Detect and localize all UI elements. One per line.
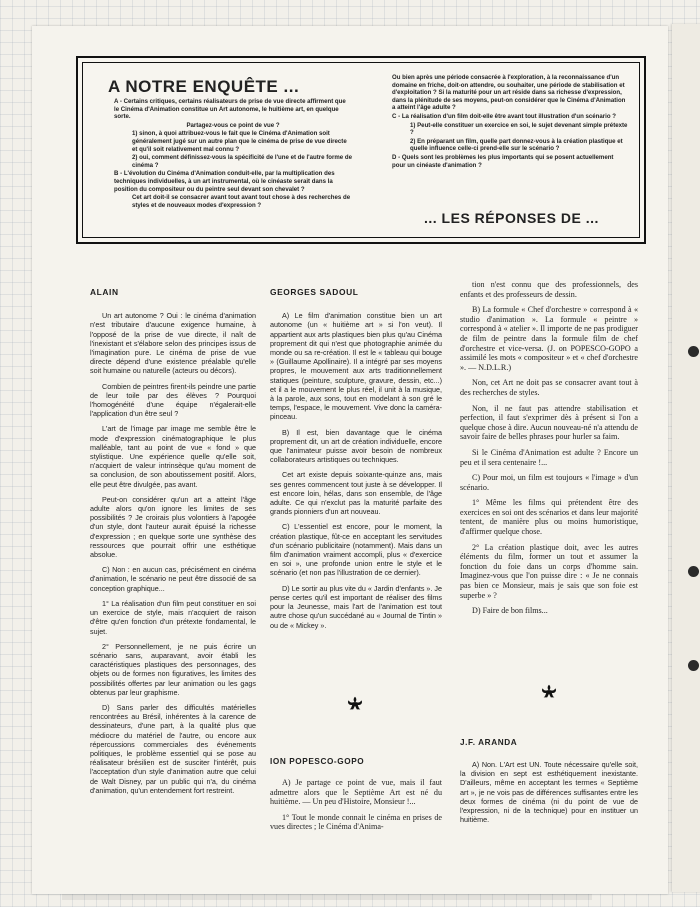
article-paragraph: B) La formule « Chef d'orchestre » correspond à « studio d'animation ». La formule « peintre » correspond à « atelier ». Il importe de ne pas prodiguer de film de peintre dans la formule film de chef d'orchestre et vice-versa. (J. on POPESCO-GOPO a assimilé les mots « compositeur » et « chef d'orchestre ». — N.D.L.R.) <box>460 305 638 372</box>
responses-title: ... LES RÉPONSES DE ... <box>424 210 599 226</box>
punch-hole <box>688 566 699 577</box>
fleur-de-lis-icon <box>346 695 364 713</box>
author-heading-alain: ALAIN <box>90 287 119 297</box>
article-paragraph: tion n'est connu que des professionnels, des enfants et des professeurs de dessin. <box>460 280 638 299</box>
column-popesco <box>270 778 442 838</box>
article-paragraph: C) Pour moi, un film est toujours « l'image » d'un scénario. <box>460 473 638 492</box>
punch-hole <box>688 660 699 671</box>
article-paragraph: D) Faire de bon films... <box>472 606 548 616</box>
article-paragraph: A) Je partage ce point de vue, mais il faut admettre alors que le Septième Art est né du huitième. — Un peu d'Histoire, Monsieur !... <box>270 778 442 807</box>
survey-title: A NOTRE ENQUÊTE ... <box>108 77 300 96</box>
article-paragraph: B) Il est, bien davantage que le cinéma proprement dit, un art de création individuelle, encore que l'animateur puisse avoir besoin de nombreux collaborateurs artistiques ou techniques. <box>270 427 442 465</box>
article-paragraph: Si le Cinéma d'Animation est adulte ? Encore un peu et il sera centenaire !... <box>460 447 638 467</box>
survey-question: A - Certains critiques, certains réalisateurs de prise de vue directe affirment que le Cinéma d'Animation constitue un Art autonome, le huitième art, en quelque sorte. <box>114 98 346 121</box>
survey-question: 2) En préparant un film, quelle part donnez-vous à la création plastique et quelle influence celle-ci prend-elle sur le scénario ? <box>410 137 623 153</box>
survey-question: 1) sinon, à quoi attribuez-vous le fait que le Cinéma d'Animation soit généralement jugé sur un autre plan que le cinéma de prise de vue directe et qu'il soit relativement mal connu ? <box>132 130 347 153</box>
column-alain <box>90 288 256 801</box>
page-shadow <box>62 894 592 900</box>
survey-question: D - Quels sont les problèmes les plus importants qui se posent actuellement pour un cinéaste d'animation ? <box>392 153 614 169</box>
article-paragraph: L'art de l'image par image me semble être le mode d'expression cinématographique le plus malléable, tant au point de vue « fond » que stylistique. Une expérience quelle qu'elle soit, n'acquiert de valeur intrinsèque qu'au moment de sa conclusion, de son aboutissement positif. Alors, elle peut être divulgée, pas avant. <box>90 424 256 489</box>
article-paragraph: D) Le sortir au plus vite du « Jardin d'enfants ». Je pense certes qu'il est important de réaliser des films pour la Jeunesse, mais l'art de l'animation est tout autre chose qu'un succédané au « Journal de Tintin » ou de « Mickey ». <box>270 583 442 630</box>
author-heading-popesco: ION POPESCO-GOPO <box>270 757 365 766</box>
survey-question: Ou bien après une période consacrée à l'exploration, à la reconnaissance d'un domaine en friche, doit-on attendre, ou souhaiter, une période de stabilisation et d'exploitation ? Si la maturité pour un art réside dans sa richesse d'expression, dans la plénitude de ses moyens, peut-on considérer que le Cinéma d'Animation a atteint l'âge adulte ? <box>392 74 626 112</box>
survey-question: Partagez-vous ce point de vue ? <box>186 121 280 129</box>
article-paragraph: 2° Personnellement, je ne puis écrire un scénario sans, auparavant, avoir établi les caractéristiques plastiques des personnages, des objets ou de formes non figuratives, les limites des possibilités offertes par leur animation ou les gags obtenus par leur graphisme. <box>90 641 256 697</box>
survey-question: C - La réalisation d'un film doit-elle être avant tout illustration d'un scénario ? <box>392 112 616 120</box>
survey-questions-right <box>392 74 628 170</box>
next-page-edge <box>672 24 700 892</box>
article-paragraph: C) Non : en aucun cas, précisément en cinéma d'animation, le scénario ne peut être dissocié de sa conception graphique... <box>90 565 256 593</box>
article-paragraph: A) Le film d'animation constitue bien un art autonome (un « huitième art » si l'on veut). Il appartient aux arts plastiques bien plus qu'au Cinéma proprement dit qui n'est que photographie animée du monde ou sa re-création. Il est le « tableau qui bouge » (Guillaume Apollinaire). Il a intégré par ses moyens propres, le mouvement aux arts traditionnellement statiques (peinture, sculpture, gravure, dessin, etc...) et il a le mouvement le plus réel, il unit à la musique, à la parole, aux sons, tout en modelant à son gré le temps, l'espace, le mouvement. Vive donc la caméra-pinceau. <box>270 311 442 422</box>
article-paragraph: Un art autonome ? Oui : le cinéma d'animation n'est tributaire d'aucune exigence humaine, à l'opposé de la prise de vue directe, il naît de l'inexistant et s'élabore selon des principes issus de l'imagination pure. Le cinéma de prise de vue directe dépend d'une existence préalable qu'elle soit humaine ou naturelle (acteurs ou décors). <box>90 311 256 376</box>
survey-question: B - L'évolution du Cinéma d'Animation conduit-elle, par la multiplication des techniques individuelles, à un art instrumental, où le cinéaste serait dans la position du compositeur ou du peintre seul devant son chevalet ? <box>114 170 335 193</box>
column-sadoul <box>270 288 442 636</box>
author-heading-sadoul: GEORGES SADOUL <box>270 287 359 297</box>
article-paragraph: C) L'essentiel est encore, pour le moment, la création plastique, fût-ce en acceptant les servitudes d'un scénario publicitaire (notamment). Mais dans un film d'animation vraiment accompli, plus « d'exercice en soi », une profonde union entre le style et le scénario (et non pas l'illustration de ce dernier). <box>270 522 442 578</box>
survey-questions-left <box>114 98 352 210</box>
column-aranda <box>460 760 638 830</box>
fleur-de-lis-icon <box>540 683 558 701</box>
article-paragraph: Non, il ne faut pas attendre stabilisation et perfection, il faut s'exprimer dès à présent si l'on a quelque chose à dire. Aucun nouveau-né n'a attendu de savoir faire de belles phrases pour hurler sa faim. <box>460 403 638 442</box>
survey-question: Cet art doit-il se consacrer avant tout avant tout chose à des recherches de styles et de nouveaux modes d'expression ? <box>132 194 351 209</box>
survey-question: 2) oui, comment définissez-vous la spécificité de l'une et de l'autre forme de cinéma ? <box>132 154 352 169</box>
article-paragraph: D) Sans parler des difficultés matérielles rencontrées au Brésil, inhérentes à la carence de dessinateurs, d'une part, à la qualité plus que médiocre du matériel de l'autre, ou encore aux répercussions commerciales des événements politiques, le problème essentiel qui se pose au réalisateur brésilien est de susciter l'intérêt, puis l'acceptation d'un style d'animation autre que celui de Walt Disney, par un public qui n'a, du cinéma d'animation, qu'un entendement fort restreint. <box>90 702 256 795</box>
article-paragraph: Combien de peintres firent-ils peindre une partie de leur toile par des élèves ? Pourquoi l'homogénéité d'une équipe n'égalerait-elle l'application d'un être seul ? <box>90 381 256 419</box>
article-paragraph: Non, cet Art ne doit pas se consacrer avant tout à des recherches de styles. <box>460 378 638 397</box>
article-paragraph: A) Non. L'Art est UN. Toute nécessaire qu'elle soit, la division en sept est esthétiquement inexistante. D'ailleurs, même en acceptant les termes « Septième art », je ne vois pas de différences suffisantes entre les deux formes de cinéma (ni du point de vue de l'expression, ni de la technique) pour en instituer un huitième. <box>460 760 638 825</box>
article-paragraph: 1° Même les films qui prétendent être des exercices en soi ont des scénarios et dans leur majorité tentent, de manière plus ou moins humoristique, d'affirmer quelque chose. <box>460 498 638 537</box>
punch-hole <box>688 346 699 357</box>
author-heading-aranda: J.F. ARANDA <box>460 738 518 747</box>
article-paragraph: 1° Tout le monde connait le cinéma en prises de vues directes ; le Cinéma d'Anima- <box>270 812 442 832</box>
column-popesco-continued <box>460 280 638 622</box>
article-paragraph: Peut-on considérer qu'un art a atteint l'âge adulte alors qu'on ignore les limites de ses possibilités ? Je croirais plus volontiers à l'apogée d'un style, dont l'auteur aurait épuisé la richesse d'expression ; en quelque sorte une synthèse des ressources que pourrait offrir une esthétique absolue. <box>90 494 256 560</box>
survey-box <box>76 56 646 244</box>
article-paragraph: 2° La création plastique doit, avec les autres éléments du film, former un tout et assumer la fonction du foie dans un corps d'homme sain. Imaginez-vous que l'on puisse dire : « Je ne connais pas bien ce Monsieur, mais je sais que son foie est superbe » ? <box>460 542 638 600</box>
survey-question: 1) Peut-elle constituer un exercice en soi, le sujet devenant simple prétexte ? <box>410 121 628 137</box>
article-paragraph: 1° La réalisation d'un film peut constituer en soi un exercice de style, mais n'acquiert de raison d'être qu'en fonction d'un prétexte fondamental, le sujet. <box>90 598 256 636</box>
article-paragraph: Cet art existe depuis soixante-quinze ans, mais ses genres commencent tout juste à se développer. Il est encore loin, hélas, dans son ensemble, de l'âge adulte. Ce qui n'exclut pas la maturité parfaite des grands pionniers d'un art nouveau. <box>270 470 442 517</box>
